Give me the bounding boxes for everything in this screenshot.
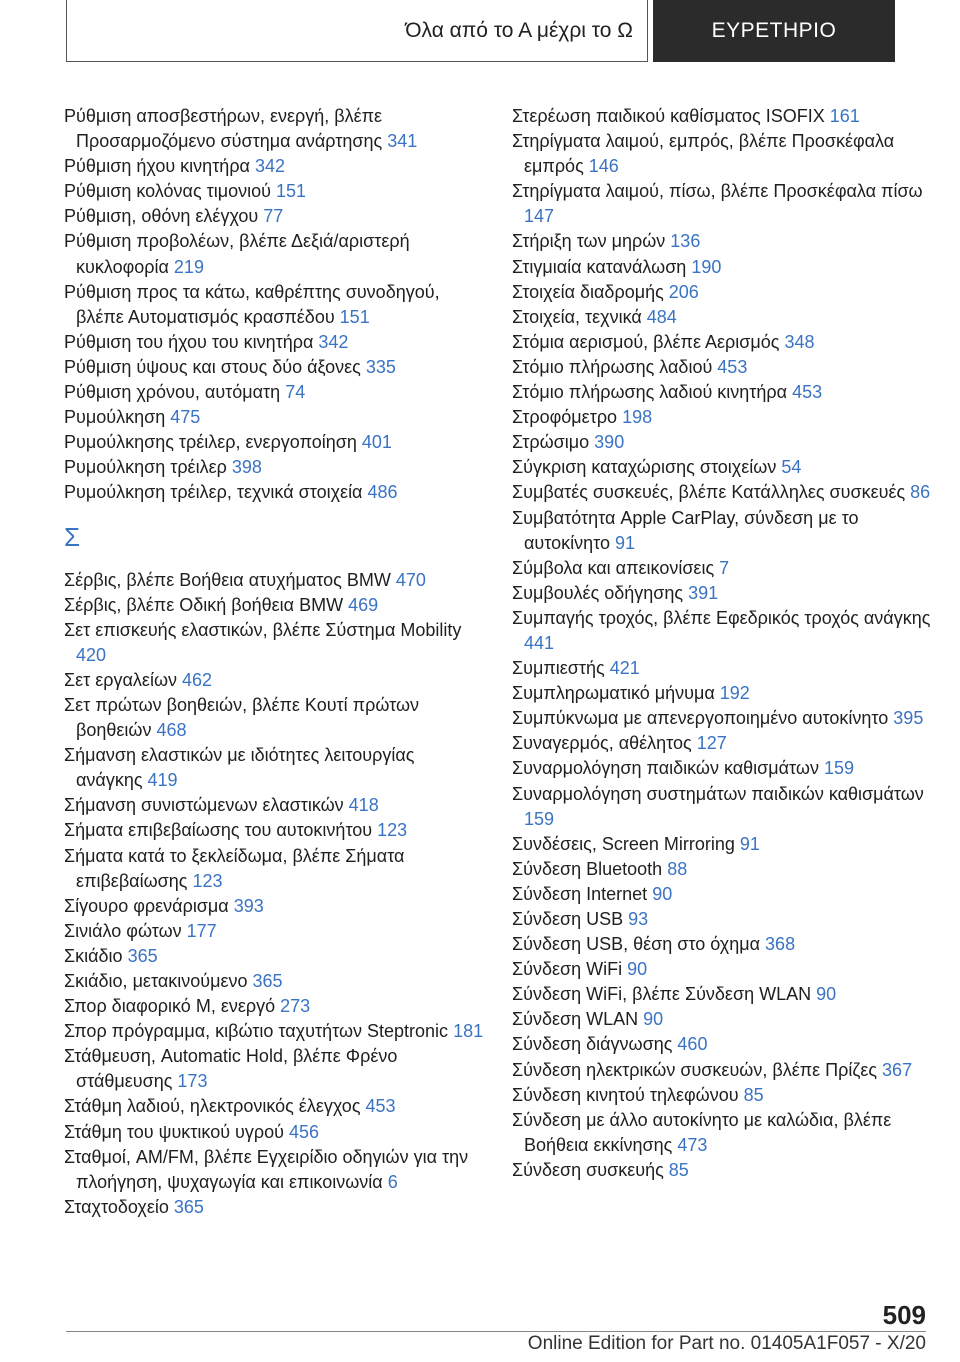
entry-text: Συμβατότητα Apple CarPlay, σύνδεση με το αυτοκίνητο [512,507,859,553]
entry-page-link[interactable]: 469 [348,594,379,615]
entry-text: Σύνδεση συσκευής [512,1159,669,1180]
entry-page-link[interactable]: 86 [910,482,931,503]
entry-text: Σύνδεση Internet [512,883,653,904]
entry-text: Στρώσιμο [512,432,595,453]
index-entry [64,455,484,480]
index-entry [64,743,484,793]
index-entry [512,305,932,330]
index-entry [512,1058,932,1083]
index-entry [64,618,484,668]
entry-text: Στόμιο πλήρωσης λαδιού κινητήρα [512,382,793,403]
index-entry [64,944,484,969]
entry-page-link[interactable]: 441 [524,632,555,653]
entry-page-link[interactable]: 393 [233,895,264,916]
index-entry [512,1083,932,1108]
left-entries-top [64,104,484,506]
entry-page-link[interactable]: 74 [285,382,306,403]
entry-page-link[interactable]: 146 [588,156,619,177]
index-entry [512,455,932,480]
index-entry [64,1044,484,1094]
index-entry [512,380,932,405]
entry-page-link[interactable]: 470 [395,569,426,590]
index-entry [512,355,932,380]
index-entry [512,104,932,129]
entry-text: Σύνδεση ηλεκτρικών συσκευών, βλέπε Πρίζες [512,1059,883,1080]
entry-page-link[interactable]: 206 [668,281,699,302]
entry-page-link[interactable]: 136 [670,231,701,252]
entry-page-link[interactable]: 368 [765,934,796,955]
entry-text: Στοιχεία, τεχνικά [512,306,647,327]
entry-page-link[interactable]: 468 [156,720,187,741]
entry-page-link[interactable]: 7 [719,557,730,578]
index-entry [64,405,484,430]
index-entry [64,480,484,505]
index-entry [64,693,484,743]
entry-text: Σετ επισκευής ελαστικών, βλέπε Σύστημα Mobility [64,619,462,640]
entry-page-link[interactable]: 460 [677,1034,708,1055]
index-entry [512,179,932,229]
entry-page-link[interactable]: 192 [719,683,750,704]
entry-text: Σίγουρο φρενάρισμα [64,895,234,916]
index-entry [512,480,932,505]
entry-page-link[interactable]: 273 [280,996,311,1017]
entry-text: Συμπιεστής [512,658,610,679]
index-entry [64,154,484,179]
entry-page-link[interactable]: 85 [668,1159,689,1180]
entry-text: Ρυμούλκηση τρέιλερ [64,457,232,478]
index-entry [64,430,484,455]
index-entry [64,994,484,1019]
index-entry [64,844,484,894]
entry-page-link[interactable]: 151 [275,181,307,202]
index-entry [512,782,932,832]
entry-page-link[interactable]: 90 [627,959,648,980]
entry-text: Ρύθμιση ύψους και στους δύο άξονες [64,356,366,377]
entry-text: Στόμιο πλήρωσης λαδιού [512,356,718,377]
index-entry [512,731,932,756]
entry-text: Ρύθμιση προς τα κάτω, καθρέπτης συνοδηγού, βλέπε Αυτοματισμός κρασπέδου [64,281,440,327]
entry-page-link[interactable]: 6 [387,1171,398,1192]
index-entry [64,568,484,593]
entry-page-link[interactable]: 161 [829,106,860,126]
entry-page-link[interactable]: 475 [170,407,201,428]
index-entry [64,355,484,380]
entry-text: Στροφόμετρο [512,407,623,428]
entry-page-link[interactable]: 348 [784,331,815,352]
entry-text: Σύμβολα και απεικονίσεις [512,557,720,578]
entry-page-link[interactable]: 453 [717,356,748,377]
entry-text: Ρύθμιση κολόνας τιμονιού [64,181,276,202]
left-entries-bottom [64,568,484,1220]
entry-text: Στερέωση παιδικού καθίσματος ISOFIX [512,106,830,126]
index-entry [512,1007,932,1032]
section-title-tab [66,0,648,62]
entry-text: Συναγερμός, αθέλητος [512,733,697,754]
entry-page-link[interactable]: 88 [667,858,688,879]
entry-page-link[interactable]: 147 [524,206,555,227]
entry-text: Ρύθμιση αποσβεστήρων, ενεργή, βλέπε Προσαρμοζόμενο σύστημα ανάρτησης [64,106,388,152]
index-entry [512,656,932,681]
index-entry [64,1195,484,1220]
index-entry [512,255,932,280]
index-entry [64,793,484,818]
entry-text: Σύνδεση USB, θέση στο όχημα [512,934,766,955]
entry-text: Σύνδεση Bluetooth [512,858,668,879]
entry-text: Ρυμούλκησης τρέιλερ, ενεργοποίηση [64,432,362,453]
entry-text: Ρύθμιση προβολέων, βλέπε Δεξιά/αριστερή κυκλοφορία [64,231,410,277]
index-entry [64,280,484,330]
entry-page-link[interactable]: 173 [177,1071,208,1092]
entry-page-link[interactable]: 367 [882,1059,913,1080]
entry-page-link[interactable]: 365 [127,945,158,966]
left-column [64,104,484,1220]
entry-page-link[interactable]: 365 [173,1196,204,1217]
entry-text: Σετ πρώτων βοηθειών, βλέπε Κουτί πρώτων βοηθειών [64,694,420,741]
entry-page-link[interactable]: 341 [387,131,418,152]
entry-text: Σταχτοδοχείο [64,1196,174,1217]
entry-page-link[interactable]: 159 [823,758,854,779]
entry-text: Ρύθμιση, οθόνη ελέγχου [64,206,264,227]
index-entry [512,1108,932,1158]
index-entry [64,104,484,154]
right-column [512,104,932,1183]
index-entry [512,907,932,932]
index-entry [64,1094,484,1119]
entry-text: Σύνδεση WiFi, βλέπε Σύνδεση WLAN [512,984,817,1005]
entry-page-link[interactable]: 453 [792,382,823,403]
index-entry [512,832,932,857]
entry-page-link[interactable]: 401 [361,432,392,453]
entry-text: Σήμανση συνιστώμενων ελαστικών [64,795,349,816]
entry-page-link[interactable]: 420 [76,644,107,665]
entry-page-link[interactable]: 127 [696,733,727,754]
section-letter: Σ [64,521,81,552]
index-entry [64,1019,484,1044]
entry-text: Σετ εργαλείων [64,669,183,690]
entry-page-link[interactable]: 91 [615,532,636,553]
entry-page-link[interactable]: 342 [254,156,286,177]
entry-text: Σήματα κατά το ξεκλείδωμα, βλέπε Σήματα επιβεβαίωσης [64,845,405,891]
entry-page-link[interactable]: 85 [743,1084,764,1105]
index-entry [64,204,484,229]
entry-page-link[interactable]: 453 [365,1096,396,1117]
entry-text: Συμβουλές οδήγησης [512,582,689,603]
entry-text: Συμπαγής τροχός, βλέπε Εφεδρικός τροχός ανάγκης [512,607,931,628]
index-entry [512,706,932,731]
index-entry [64,919,484,944]
entry-text: Ρυμούλκηση [64,407,171,428]
entry-text: Συμβατές συσκευές, βλέπε Κατάλληλες συσκευές [512,482,911,503]
index-entry [64,668,484,693]
index-entry [64,593,484,618]
section-title: Όλα από το Α μέχρι το Ω [405,18,633,42]
index-entry [512,1032,932,1057]
page-number: 509 [882,1300,926,1330]
entry-text: Σέρβις, βλέπε Βοήθεια ατυχήματος BMW [64,569,396,590]
entry-text: Συνδέσεις, Screen Mirroring [512,833,740,854]
index-entry [512,957,932,982]
entry-page-link[interactable]: 473 [677,1134,708,1155]
index-entry [512,280,932,305]
entry-text: Συμπύκνωμα με απενεργοποιημένο αυτοκίνητο [512,708,894,729]
entry-text: Στηρίγματα λαιμού, εμπρός, βλέπε Προσκέφαλα εμπρός [512,131,895,177]
entry-text: Ρυμούλκηση τρέιλερ, τεχνικά στοιχεία [64,482,368,503]
index-entry [64,380,484,405]
entry-text: Συμπληρωματικό μήνυμα [512,683,720,704]
index-entry [512,556,932,581]
entry-page-link[interactable]: 219 [173,256,204,277]
index-entry [512,932,932,957]
index-entry [512,129,932,179]
edition-text: Online Edition for Part no. 01405A1F057 - X/20 [527,1333,926,1354]
entry-text: Στήριξη των μηρών [512,231,671,252]
index-entry [512,229,932,254]
entry-text: Ρύθμιση ήχου κινητήρα [64,156,255,177]
entry-page-link[interactable]: 335 [365,356,396,377]
entry-page-link[interactable]: 90 [816,984,837,1005]
entry-text: Σύνδεση WiFi [512,959,628,980]
entry-text: Σινιάλο φώτων [64,920,187,941]
entry-text: Σήματα επιβεβαίωσης του αυτοκινήτου [64,820,378,841]
entry-text: Σταθμοί, AM/FM, βλέπε Εγχειρίδιο οδηγιών για την πλοήγηση, ψυχαγωγία και επικοινωνία [64,1146,469,1192]
entry-text: Στάθμευση, Automatic Hold, βλέπε Φρένο στάθμευσης [64,1046,398,1092]
entry-text: Σύνδεση USB [512,909,629,929]
entry-text: Στάθμη του ψυκτικού υγρού [64,1121,289,1142]
right-entries [512,104,932,1183]
entry-text: Στηρίγματα λαιμού, πίσω, βλέπε Προσκέφαλα πίσω [512,181,923,202]
entry-page-link[interactable]: 93 [628,909,649,929]
entry-text: Στιγμιαία κατανάλωση [512,256,692,277]
entry-page-link[interactable]: 159 [524,808,555,829]
entry-page-link[interactable]: 54 [781,457,802,478]
entry-text: Σκιάδιο, μετακινούμενο [64,971,253,991]
entry-text: Στάθμη λαδιού, ηλεκτρονικός έλεγχος [64,1096,366,1117]
index-entry [64,1145,484,1195]
index-entry [512,756,932,781]
index-entry [512,1158,932,1183]
entry-text: Σκιάδιο [64,945,128,966]
entry-text: Στοιχεία διαδρομής [512,281,669,302]
entry-text: Σήμανση ελαστικών με ιδιότητες λειτουργίας ανάγκης [64,745,415,791]
entry-page-link[interactable]: 123 [377,820,408,841]
entry-page-link[interactable]: 181 [453,1021,484,1042]
entry-text: Σέρβις, βλέπε Οδική βοήθεια BMW [64,594,349,615]
index-entry [512,506,932,556]
entry-text: Στόμια αερισμού, βλέπε Αερισμός [512,331,785,352]
entry-text: Σύγκριση καταχώρισης στοιχείων [512,457,782,478]
index-entry [512,681,932,706]
entry-page-link[interactable]: 390 [594,432,625,453]
entry-text: Σύνδεση διάγνωσης [512,1034,678,1055]
entry-page-link[interactable]: 190 [691,256,722,277]
index-entry [64,1120,484,1145]
entry-page-link[interactable]: 398 [231,457,262,478]
entry-page-link[interactable]: 77 [263,206,284,227]
entry-page-link[interactable]: 198 [622,407,653,428]
entry-page-link[interactable]: 151 [339,306,370,327]
index-entry [512,857,932,882]
entry-page-link[interactable]: 90 [643,1009,664,1030]
index-entry [512,982,932,1007]
entry-page-link[interactable]: 462 [182,669,213,690]
entry-page-link[interactable]: 486 [367,482,398,503]
entry-page-link[interactable]: 91 [739,833,760,854]
entry-text: Σύνδεση WLAN [512,1009,644,1030]
index-entry [64,969,484,994]
entry-text: Συναρμολόγηση παιδικών καθισμάτων [512,758,824,779]
index-label: ΕΥΡΕΤΗΡΙΟ [711,19,837,42]
entry-page-link[interactable]: 419 [147,770,178,791]
index-entry [512,405,932,430]
entry-page-link[interactable]: 342 [318,331,349,352]
entry-text: Σπορ διαφορικό M, ενεργό [64,996,281,1017]
index-entry [64,894,484,919]
entry-page-link[interactable]: 484 [646,306,677,327]
entry-text: Ρύθμιση του ήχου του κινητήρα [64,331,319,352]
index-entry [512,430,932,455]
index-entry [512,606,932,656]
entry-page-link[interactable]: 421 [609,658,640,679]
index-entry [512,882,932,907]
index-tab[interactable] [653,0,895,62]
entry-page-link[interactable]: 456 [289,1121,320,1142]
index-entry [64,330,484,355]
entry-text: Συναρμολόγηση συστημάτων παιδικών καθισμάτων [512,783,924,804]
entry-page-link[interactable]: 395 [893,708,924,729]
footer-divider [66,1331,926,1332]
index-entry [64,229,484,279]
index-entry [512,330,932,355]
entry-text: Σπορ πρόγραμμα, κιβώτιο ταχυτήτων Steptronic [64,1021,454,1042]
entry-page-link[interactable]: 365 [252,971,283,991]
entry-text: Ρύθμιση χρόνου, αυτόματη [64,382,286,403]
entry-page-link[interactable]: 177 [186,920,217,941]
index-entry [64,179,484,204]
entry-page-link[interactable]: 418 [348,795,379,816]
entry-page-link[interactable]: 90 [652,883,673,904]
entry-page-link[interactable]: 123 [192,870,223,891]
entry-text: Σύνδεση κινητού τηλεφώνου [512,1084,744,1105]
index-entry [512,581,932,606]
index-entry [64,818,484,843]
entry-text: Σύνδεση με άλλο αυτοκίνητο με καλώδια, βλέπε Βοήθεια εκκίνησης [512,1109,892,1155]
entry-page-link[interactable]: 391 [688,582,719,603]
